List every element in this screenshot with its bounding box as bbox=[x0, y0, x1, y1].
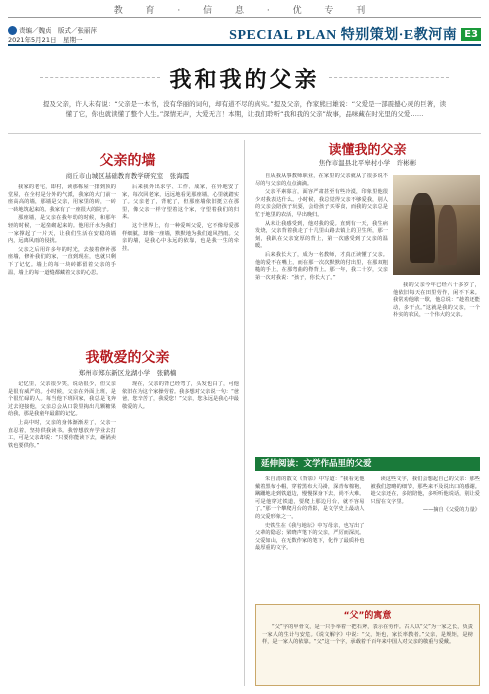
article-body-reading-col2 bbox=[393, 282, 480, 449]
reading-paragraph: 后来我长大了，成为一名教师，才真正读懂了父亲。他的爱不在嘴上，而在那一次次默默的付出里，在那双粗糙的手上，在那弯曲的脊背上。那一年，我二十岁，父亲第一次对我说：“孩子，你长大了。” bbox=[255, 251, 388, 281]
intro-divider bbox=[8, 133, 481, 134]
father-photo bbox=[393, 175, 480, 275]
extension-heading: 延伸阅读：文学作品里的父爱 bbox=[255, 457, 480, 471]
extension-col1 bbox=[255, 476, 365, 594]
respect-paragraph: 记忆里，父亲很少笑，说话很少，但父亲是很有威严的。小时候，父亲在外面上班，是个很忙碌的人。每当他下班回家，我总是飞奔过去迎接他，父亲总会从口袋里掏出几颗糖果给我，那是我童年最甜的记忆。 bbox=[8, 381, 116, 418]
photo-sky bbox=[393, 175, 480, 205]
top-slogan: 教 育 · 信 息 · 优 专 刊 bbox=[113, 6, 376, 16]
reading-paragraph: 从未让我感受到，他对我的爱。直到有一天，我生病发烧，父亲背着我走了十几里山路去镇上的卫生所，那一刻，我趴在父亲宽厚的背上，第一次感受到了父亲的温暖。 bbox=[255, 220, 388, 250]
extension-col2 bbox=[371, 476, 481, 594]
article-body-wall-col1 bbox=[8, 184, 116, 340]
extension-columns bbox=[255, 476, 480, 594]
extension-paragraph: 读这些文字，我们会想起自己的父亲：那些被我们忽略的细节，那些来不及说出口的感谢。趁父亲还在，多陪陪他，多听听他说话，别让爱只留在文字里。 bbox=[370, 476, 480, 505]
reading-paragraph: 自从我从事教师职业，在家里的父亲就从了很多说不尽的与父亲的点点滴滴。 bbox=[255, 173, 388, 187]
header-rule bbox=[8, 44, 481, 46]
wall-paragraph: 那座墙，是父亲在我年幼的时候，和那年轻的时候，一起垒砌起来的。他用汗水为我们一家撑起了一片天，让我们生活在安稳的墙内，远离风雨的侵扰。 bbox=[8, 215, 116, 245]
edition-editors: 责编／魏贞 版式／张丽萍 bbox=[19, 26, 97, 35]
character-meaning-body: “父”字的甲骨文，是一只手举着一把石斧，表示在劳作。古人以“父”为一家之长，负责一家人的生计与安危。《说文解字》中说：“父，矩也，家长率教者。”父亲，是规矩，是榜样，是一家人的依靠。“父”这一个字，承载着千百年来中国人对父亲的敬重与爱戴。 bbox=[262, 624, 473, 646]
wall-paragraph: 我家的老宅，即村，读那栋屋一排到顶的堂屋，在全村是分外的气派，我家的大门前一座高高的墙，那墙是父亲，用家里的砖，一砖一砖地筑起来的。我家有了一座很大的院子。 bbox=[8, 184, 116, 213]
section-code-badge: E3 bbox=[461, 28, 481, 41]
reading-paragraph: 父亲平素寡言，面容严肃甚至有些冷漠，印象里他很少对我表达什么。小时候，我总觉得父亲不够爱我，别人的父亲会陪孩子玩耍，会给孩子买零食，而我的父亲总是忙于地里的农活，早出晚归。 bbox=[255, 189, 388, 218]
edition-meta bbox=[8, 26, 97, 45]
special-plan-header bbox=[229, 26, 481, 42]
page-title: 我和我的父亲 bbox=[169, 68, 320, 93]
wall-paragraph: 父亲之后用许多年的时光，去接着修补那座墙，修补我们的家，一直到现在，也就只剩下了记忆。墙上的每一块砖都留着父亲的手温，墙上的每一道缝都藏着父亲的心思。 bbox=[8, 246, 116, 276]
extension-paragraph: 朱自清的散文《背影》中写道：“我看见他戴着黑布小帽，穿着黑布大马褂，深青布棉袍，蹒跚地走到铁道边，慢慢探身下去，尚不大难。可是他穿过铁道，要爬上那边月台，就不容易了。”那一个攀爬月台的背影，是文学史上最动人的父爱形象之一。 bbox=[255, 476, 365, 520]
extension-reading-box bbox=[255, 457, 480, 597]
article-author-respect: 郑州市郑东新区龙湖小学 张鹤楠 bbox=[78, 369, 177, 377]
article-title-reading: 读懂我的父亲 bbox=[328, 143, 407, 158]
extension-source: ——摘自《父爱的力量》 bbox=[422, 507, 480, 514]
reading-paragraph: 我的父亲今年已经六十多岁了，他依旧每天在田里劳作，闲不下来。我常劝他歇一歇，他总说：“趁着还能动，多干点。”这就是我的父亲，一个朴实的农民，一个伟大的父亲。 bbox=[393, 282, 480, 319]
character-meaning-title: “父”的寓意 bbox=[343, 611, 392, 621]
wall-paragraph: 后来我外出求学、工作、成家，在异地安了家，每次回老家，远远地看见那座墙，心里就踏实了。父亲老了，背驼了，但那座墙依旧挺立在那里，像父亲一样守望着这个家，守望着我们的归来。 bbox=[122, 184, 239, 221]
article-title-respect: 我敬爱的父亲 bbox=[85, 350, 170, 366]
top-divider bbox=[8, 17, 481, 18]
photo-figure-child bbox=[438, 205, 457, 265]
extension-paragraph: 史铁生在《我与地坛》中写母亲，也写出了父辈的隐忍；梁晓声笔下的父亲，严厉而深沉。父爱如山，在无数作家的笔下，化作了最质朴也最厚重的文字。 bbox=[255, 522, 365, 552]
article-author-reading: 焦作市温县北平皋村小学 许彬彬 bbox=[318, 159, 417, 167]
article-body-wall-col2 bbox=[122, 184, 239, 340]
newspaper-logo-icon bbox=[8, 26, 17, 35]
article-body-reading-col1 bbox=[255, 173, 388, 449]
character-meaning-box bbox=[255, 604, 480, 686]
article-body-respect-col2 bbox=[122, 381, 239, 683]
article-title-wall: 父亲的墙 bbox=[99, 153, 156, 169]
column-divider bbox=[244, 140, 245, 686]
page-intro: 提及父亲，许人未有说：“父亲是一本书，没有华丽的词句，却有道不尽的真实。”提及父亲，作家熊曰雄说：“父爱是一部震撼心灵的巨著，读懂了它，你也就读懂了整个人生。”深情无声，大爱无言！本期，让我们聆听“我和我的父亲”故事，品味藏在时光里的父爱…… bbox=[42, 100, 447, 118]
photo-figure-father bbox=[410, 193, 434, 263]
article-body-respect-col1 bbox=[8, 381, 116, 683]
wall-paragraph: 这个世界上，有一种爱叫父爱，它不像母爱那样细腻，却像一座墙，默默地为我们遮风挡雨。父亲的墙，是我心中永远的依靠，也是我一生的牵挂。 bbox=[122, 222, 239, 252]
edition-date: 2021年5月21日 星期一 bbox=[8, 35, 83, 44]
respect-paragraph: 上高中时，父亲的身体渐渐差了，父亲一直忍着，坚持供我读书。我曾想放弃学业去打工，可是父亲却说：“只要你能读下去，砸锅卖铁也要供你。” bbox=[8, 419, 116, 449]
top-banner bbox=[0, 0, 489, 24]
article-author-wall: 商丘市山城区基础教育教学研究室 张海霞 bbox=[65, 172, 190, 180]
respect-paragraph: 现在，父亲的背已经弯了，头发也白了，可他依旧在为这个家操劳着。我多想对父亲说一句：“爸爸，您辛苦了，我爱您！”父亲，您永远是我心中最敬爱的人。 bbox=[122, 381, 239, 410]
special-plan-title: SPECIAL PLAN 特别策划·E教河南 bbox=[229, 28, 458, 43]
